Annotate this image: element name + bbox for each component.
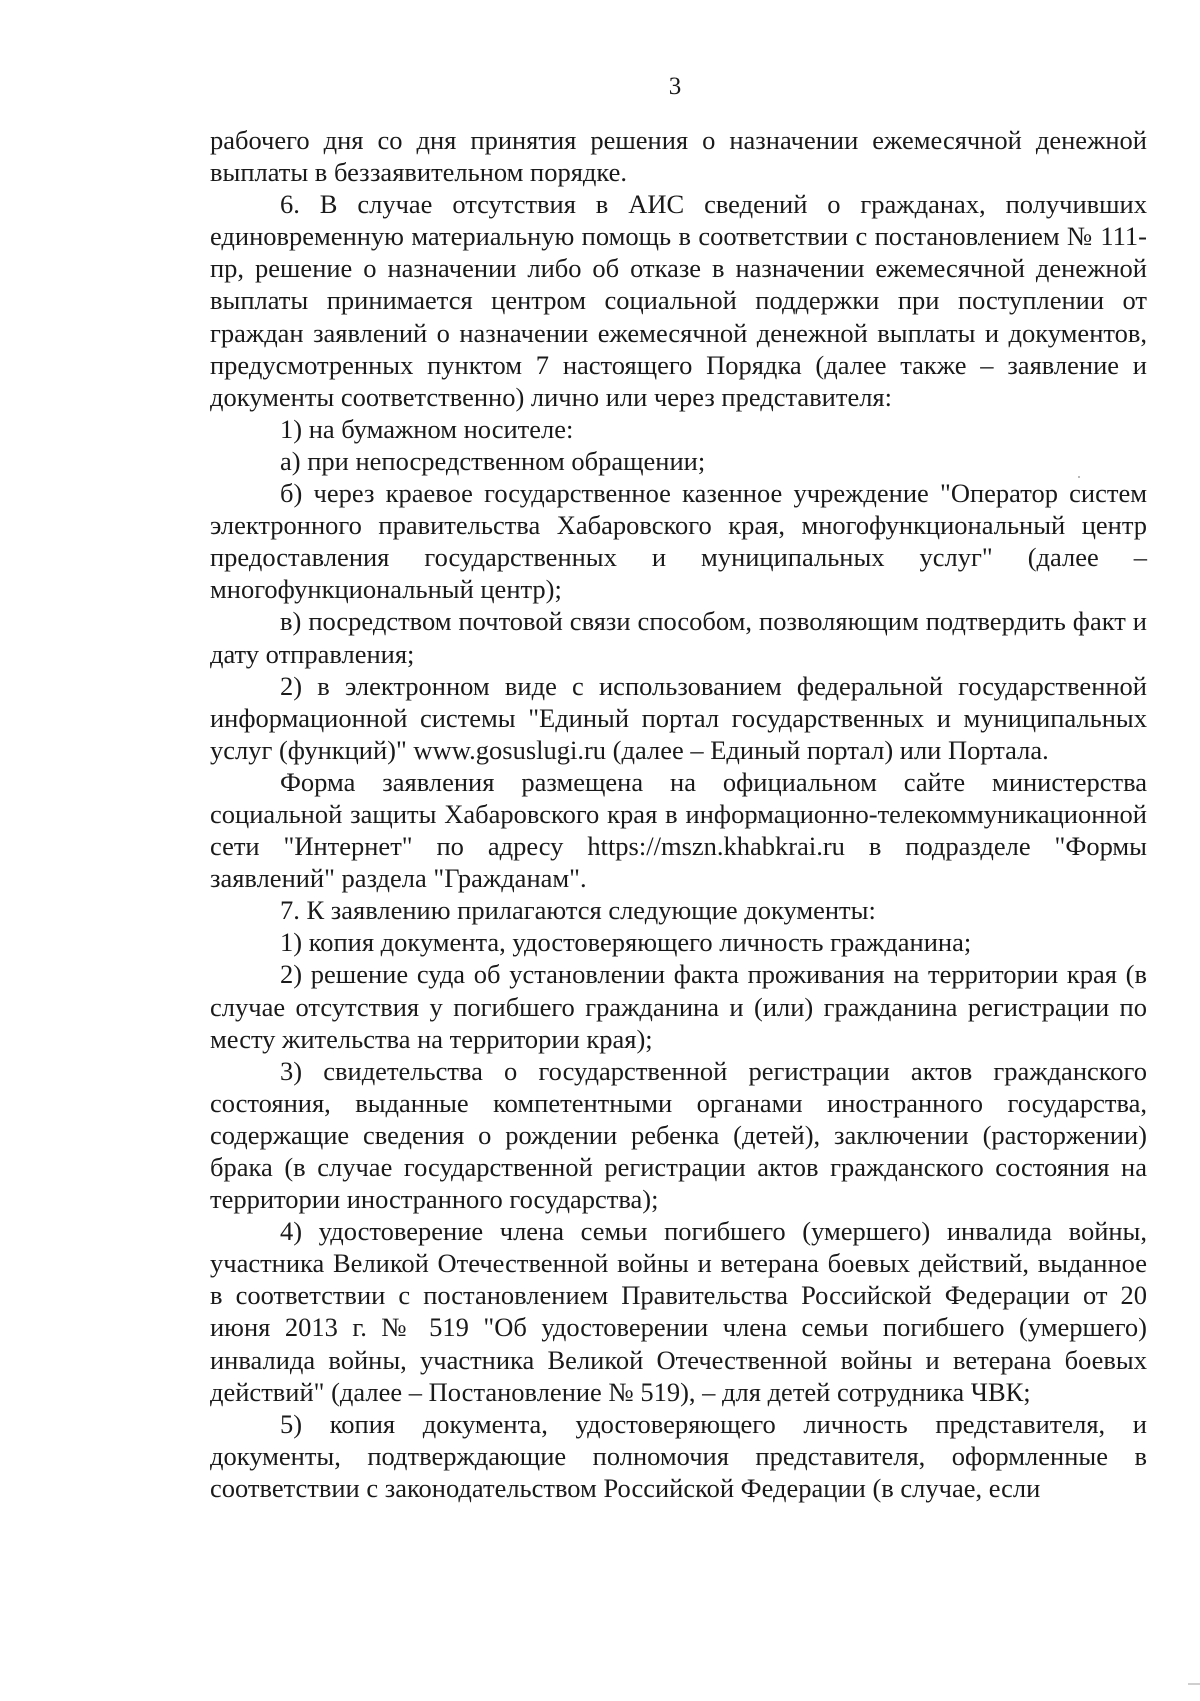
paragraph-subitem-v: в) посредством почтовой связи способом, позволяющим подтвердить факт и дату отправления; (210, 606, 1147, 669)
page-number: 3 (668, 73, 682, 100)
scan-speck (1078, 476, 1080, 478)
document-body (210, 124, 1147, 1504)
paragraph-subitem-1: 1) на бумажном носителе: (280, 413, 574, 444)
paragraph-doc-3: 3) свидетельства о государственной регистрации актов гражданского состояния, выданные компетентными органами иностранного государства, содержащие сведения о рождении ребенка (детей), заключении (расторжении) брака (в случае государственной регистрации актов гражданского состояния на территории иностранного государства); (210, 1055, 1147, 1215)
paragraph-subitem-2: 2) в электронном виде с использованием федеральной государственной информационной системы "Единый портал государственных и муниципальных услуг (функций)" www.gosuslugi.ru (далее – Единый портал) или Портала. (210, 670, 1147, 765)
paragraph-doc-4: 4) удостоверение члена семьи погибшего (умершего) инвалида войны, участника Великой Отечественной войны и ветерана боевых действий, выданное в соответствии с постановлением Правительства Российской Федерации от 20 июня 2013 г. № 519 "Об удостоверении члена семьи погибшего (умершего) инвалида войны, участника Великой Отечественной войны и ветерана боевых действий" (далее – Постановление № 519), – для детей сотрудника ЧВК; (210, 1216, 1147, 1407)
paragraph-doc-2: 2) решение суда об установлении факта проживания на территории края (в случае отсутствия у погибшего гражданина и (или) гражданина регистрации по месту жительства на территории края); (210, 959, 1147, 1054)
paragraph-application-form: Форма заявления размещена на официальном сайте министерства социальной защиты Хабаровского края в информационно-телекоммуникационной сети "Интернет" по адресу https://mszn.khabkrai.ru в подразделе "Формы заявлений" раздела "Гражданам". (210, 766, 1147, 894)
paragraph-item-7: 7. К заявлению прилагаются следующие документы: (280, 895, 876, 926)
scan-edge-mark (1188, 1683, 1200, 1685)
paragraph-subitem-b: б) через краевое государственное казенное учреждение "Оператор систем электронного правительства Хабаровского края, многофункциональный центр предоставления государственных и муниципальных услуг" (далее – многофункциональный центр); (210, 478, 1147, 605)
paragraph-item-6: 6. В случае отсутствия в АИС сведений о гражданах, получивших единовременную материальную помощь в соответствии с постановлением № 111-пр, решение о назначении либо об отказе в назначении ежемесячной денежной выплаты принимается центром социальной поддержки при поступлении от граждан заявлений о назначении ежемесячной денежной выплаты и документов, предусмотренных пунктом 7 настоящего Порядка (далее также – заявление и документы соответственно) лично или через представителя: (210, 189, 1147, 412)
paragraph-doc-1: 1) копия документа, удостоверяющего личность гражданина; (280, 927, 972, 958)
paragraph-doc-5: 5) копия документа, удостоверяющего личность представителя, и документы, подтверждающие полномочия представителя, оформленные в соответствии с законодательством Российской Федерации (в случае, если (210, 1408, 1147, 1503)
paragraph-subitem-a: а) при непосредственном обращении; (280, 445, 706, 476)
paragraph-continuation: рабочего дня со дня принятия решения о назначении ежемесячной денежной выплаты в беззаявительном порядке. (210, 125, 1147, 188)
